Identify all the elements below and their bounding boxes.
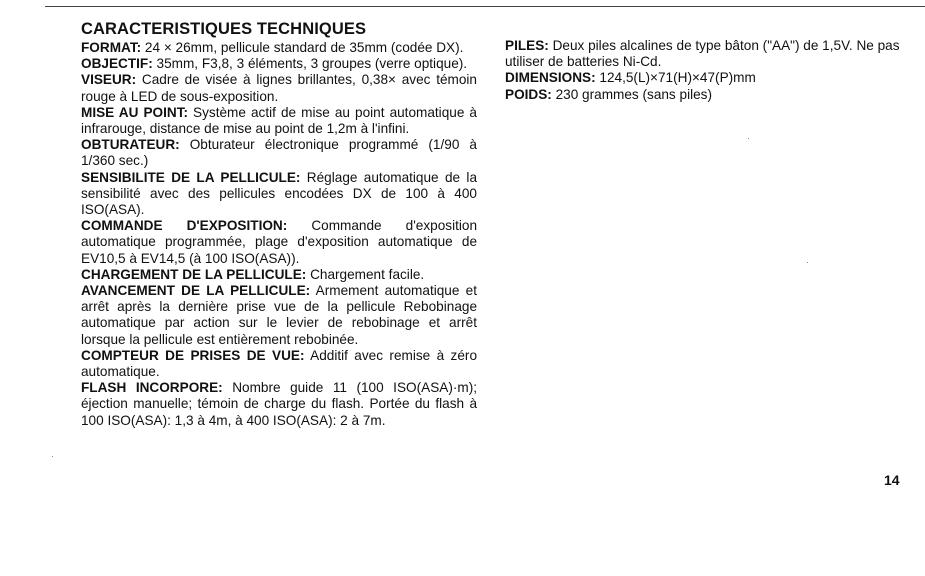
spec-label: POIDS: <box>505 86 552 102</box>
spec-entry <box>505 38 905 70</box>
spec-label: CHARGEMENT DE LA PELLICULE: <box>81 266 307 282</box>
spec-label: OBTURATEUR: <box>81 137 180 153</box>
right-spec-list <box>505 38 905 103</box>
spec-label: DIMENSIONS: <box>505 70 596 86</box>
spec-text: Nombre guide 11 (100 ISO(ASA)·m); éjection manuelle; témoin de charge du flash. Portée du flash à 100 ISO(ASA): 1,3 à 4m, à 400 ISO(ASA): 2 à 7m. <box>81 380 478 428</box>
spec-label: FLASH INCORPORE: <box>81 380 223 396</box>
spec-label: FORMAT: <box>81 40 142 55</box>
spec-entry <box>81 170 477 219</box>
spec-text: Commande d'exposition automatique programmée, plage d'exposition automatique de EV10,5 à EV14,5 (à 100 ISO(ASA)). <box>81 218 478 266</box>
spec-text: Cadre de visée à lignes brillantes, 0,38× avec témoin rouge à LED de sous-exposition. <box>81 72 477 104</box>
spec-label: COMPTEUR DE PRISES DE VUE: <box>81 347 305 363</box>
scan-speck <box>52 456 53 457</box>
spec-text: Deux piles alcalines de type bâton ("AA") de 1,5V. Ne pas utiliser de batteries Ni-Cd. <box>505 38 900 70</box>
spec-text: 24 × 26mm, pellicule standard de 35mm (codée DX). <box>141 40 464 55</box>
spec-label: PILES: <box>505 38 549 53</box>
spec-text: Additif avec remise à zéro automatique. <box>81 347 478 380</box>
scan-speck <box>748 138 749 139</box>
spec-entry <box>81 105 477 137</box>
spec-entry <box>81 380 477 429</box>
section-heading: CARACTERISTIQUES TECHNIQUES <box>81 20 367 38</box>
spec-text: Obturateur électronique programmé (1/90 à 1/360 sec.) <box>81 137 477 169</box>
spec-entry <box>81 283 477 348</box>
spec-text: Réglage automatique de la sensibilité avec des pellicules encodées DX de 100 à 400 ISO(ASA). <box>81 169 478 218</box>
spec-label: MISE AU POINT: <box>81 104 189 120</box>
spec-text: 35mm, F3,8, 3 éléments, 3 groupes (verre optique). <box>152 56 468 72</box>
spec-entry <box>81 348 477 380</box>
spec-entry <box>81 137 477 169</box>
spec-text: Système actif de mise au point automatique à infrarouge, distance de mise au point de 1,2m à l'infini. <box>81 104 477 137</box>
left-spec-list <box>81 40 477 429</box>
spec-entry <box>81 72 477 104</box>
spec-entry <box>81 40 477 56</box>
spec-text: Armement automatique et arrêt après la dernière prise vue de la pellicule Rebobinage automatique par action sur le levier de rebobinage et arrêt lorsque la pellicule est entièrement rebobinée. <box>81 283 477 347</box>
spec-text: Chargement facile. <box>306 266 425 282</box>
spec-text: 230 grammes (sans piles) <box>551 86 712 102</box>
right-column <box>505 38 905 103</box>
spec-label: VISEUR: <box>81 72 137 88</box>
spec-entry <box>81 56 477 72</box>
spec-label: COMMANDE D'EXPOSITION: <box>81 218 288 234</box>
spec-label: AVANCEMENT DE LA PELLICULE: <box>81 283 311 299</box>
spec-label: OBJECTIF: <box>81 56 153 72</box>
top-rule <box>45 6 925 7</box>
left-column <box>81 20 477 429</box>
spec-entry <box>81 267 477 283</box>
spec-entry <box>505 87 905 103</box>
spec-entry <box>505 70 905 86</box>
page-number: 14 <box>884 472 900 488</box>
spec-label: SENSIBILITE DE LA PELLICULE: <box>81 169 301 185</box>
spec-entry <box>81 218 477 267</box>
spec-text: 124,5(L)×71(H)×47(P)mm <box>595 70 756 86</box>
scan-speck <box>807 262 808 263</box>
